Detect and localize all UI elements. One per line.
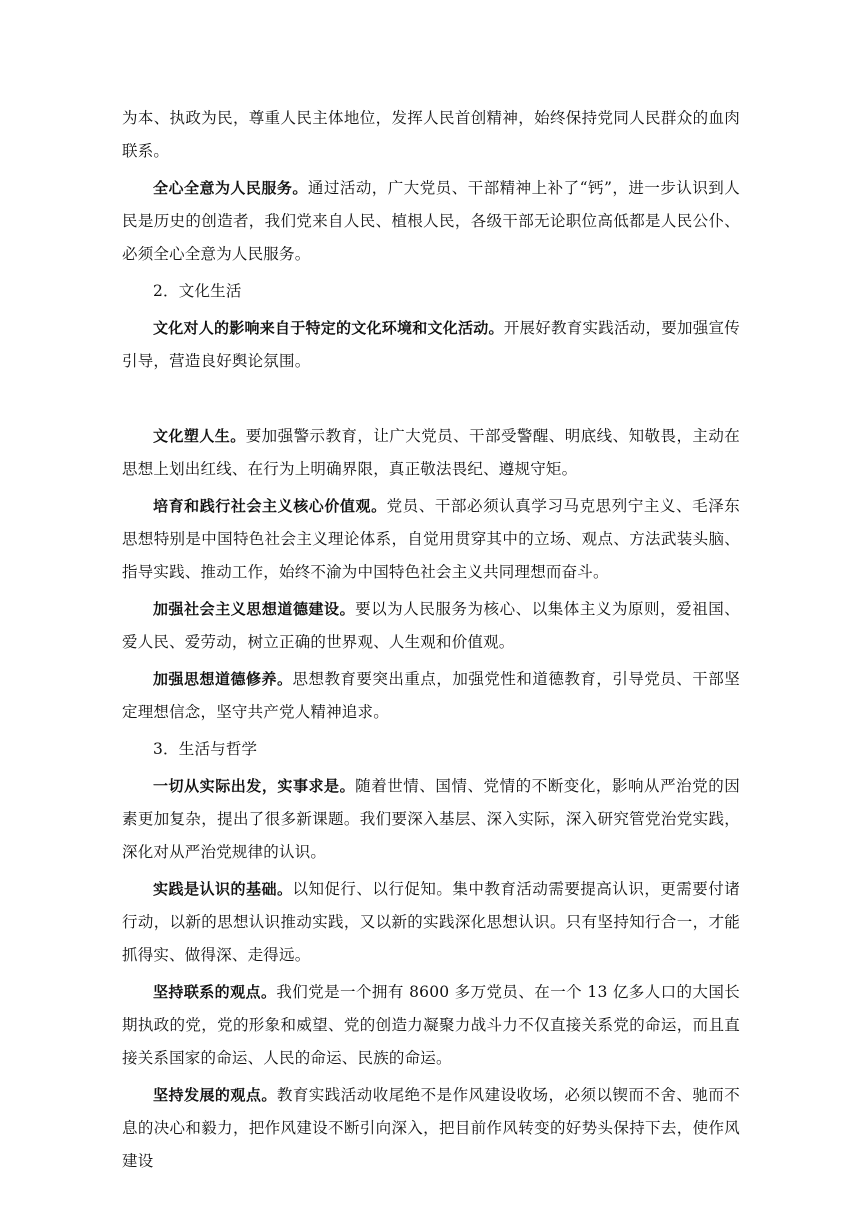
paragraph: [122, 312, 740, 378]
paragraph-lead: 加强思想道德修养。: [153, 670, 293, 688]
paragraph-text: 党员、干部必须认真学习马克思列宁主义、毛泽东思想特别是中国特色社会主义理论体系，自觉用贯穿其中的立场、观点、方法武装头脑、指导实践、推动工作，始终不渝为中国特色社会主义共同理想而奋斗。: [122, 497, 740, 581]
section-heading: 2．文化生活: [153, 282, 242, 300]
paragraph: [122, 873, 740, 972]
paragraph-text: 要加强警示教育，让广大党员、干部受警醒、明底线、知敬畏，主动在思想上划出红线、在行为上明确界限，真正敬法畏纪、遵规守矩。: [122, 427, 740, 478]
paragraph-text: 教育实践活动收尾绝不是作风建设收场，必须以锲而不舍、驰而不息的决心和毅力，把作风建设不断引向深入，把目前作风转变的好势头保持下去，使作风建设: [122, 1086, 740, 1170]
section-heading: 3．生活与哲学: [153, 740, 258, 758]
paragraph-text: 通过活动，广大党员、干部精神上补了“钙”，进一步认识到人民是历史的创造者，我们党来自人民、植根人民，各级干部无论职位高低都是人民公仆、必须全心全意为人民服务。: [122, 179, 740, 263]
paragraph-lead: 坚持发展的观点。: [153, 1086, 277, 1104]
paragraph-lead: 一切从实际出发，实事求是。: [153, 777, 356, 795]
paragraph: [122, 593, 740, 659]
paragraph-text: 我们党是一个拥有 8600 多万党员、在一个 13 亿多人口的大国长期执政的党，党的形象和威望、党的创造力凝聚力战斗力不仅直接关系党的命运，而且直接关系国家的命运、人民的命运、民族的命运。: [122, 983, 740, 1067]
paragraph: [122, 976, 740, 1075]
paragraph-text: 为本、执政为民，尊重人民主体地位，发挥人民首创精神，始终保持党同人民群众的血肉联系。: [122, 109, 740, 160]
paragraph: [122, 490, 740, 589]
paragraph: [122, 102, 740, 168]
paragraph: [122, 1079, 740, 1178]
paragraph-lead: 全心全意为人民服务。: [153, 179, 308, 197]
paragraph-lead: 文化塑人生。: [153, 427, 246, 445]
paragraph-lead: 实践是认识的基础。: [153, 880, 293, 898]
paragraph-text: 以知促行、以行促知。集中教育活动需要提高认识，更需要付诸行动，以新的思想认识推动实践，又以新的实践深化思想认识。只有坚持知行合一，才能抓得实、做得深、走得远。: [122, 880, 740, 964]
paragraph-lead: 文化对人的影响来自于特定的文化环境和文化活动。: [153, 319, 504, 337]
paragraph-text: 思想教育要突出重点，加强党性和道德教育，引导党员、干部坚定理想信念，坚守共产党人精神追求。: [122, 670, 740, 721]
blank-space: [122, 382, 740, 420]
paragraph: [122, 172, 740, 271]
paragraph: [122, 420, 740, 486]
paragraph-lead: 坚持联系的观点。: [153, 983, 277, 1001]
paragraph-lead: 加强社会主义思想道德建设。: [153, 600, 356, 618]
paragraph-text: 要以为人民服务为核心、以集体主义为原则，爱祖国、爱人民、爱劳动，树立正确的世界观、人生观和价值观。: [122, 600, 740, 651]
paragraph-text: 随着世情、国情、党情的不断变化，影响从严治党的因素更加复杂，提出了很多新课题。我们要深入基层、深入实际，深入研究管党治党实践，深化对从严治党规律的认识。: [122, 777, 740, 861]
paragraph: [122, 770, 740, 869]
paragraph: [122, 663, 740, 729]
paragraph-lead: 培育和践行社会主义核心价值观。: [153, 497, 387, 515]
paragraph-text: 开展好教育实践活动，要加强宣传引导，营造良好舆论氛围。: [122, 319, 740, 370]
document-body: [122, 102, 740, 1182]
